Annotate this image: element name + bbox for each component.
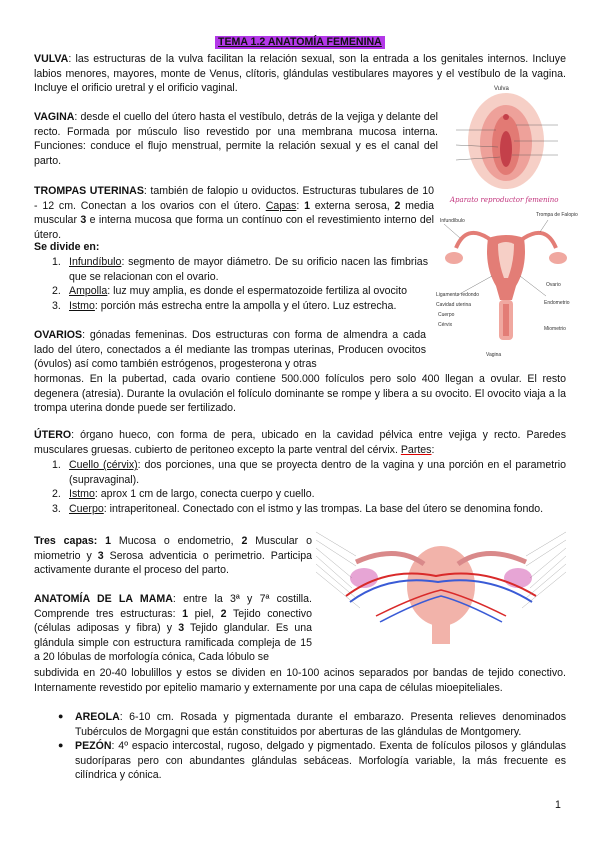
label-cuerpo: Cuerpo — [438, 312, 455, 318]
trompas-parts-list — [52, 255, 428, 313]
part-name: Istmo — [69, 488, 95, 501]
vulva-figure-title: Vulva — [494, 86, 509, 92]
part-text: : 4º espacio intercostal, rugoso, delgado y pigmentado. Exenta de folículos pilosos y glándulas sudoríparas pero con abundantes glándulas sebáceas. Morfología variable, la más frecuente es cilíndrica y cónica. — [75, 740, 566, 782]
vagina-paragraph — [34, 110, 438, 168]
ovarios-term: OVARIOS — [34, 329, 83, 341]
trompas-layer-2: media muscular — [34, 199, 435, 227]
mama-structure-1: piel, — [188, 607, 221, 620]
list-item — [58, 710, 566, 739]
trompas-divide-heading: Se divide en: — [34, 241, 100, 253]
mama-text-b: subdivida en 20-40 lobulillos y estos se dividen en 10-100 acinos separados por bandas de tejido conectivo. Internamente revestido por epitelio mamario y externamente por una capa de células mioepiteliales. — [34, 667, 566, 694]
ovarios-paragraph-cont — [34, 372, 566, 416]
utero-text: : órgano hueco, con forma de pera, ubicado en la cavidad pélvica entre vejiga y recto. Paredes musculares gruesas. cubierto de peritoneo excepto la parte ventral del cérvix. — [34, 429, 566, 456]
part-name: Cuello (cérvix) — [69, 459, 138, 471]
part-text: : dos porciones, una que se proyecta dentro de la vagina y una porción en el parametrio (supravaginal). — [69, 459, 566, 486]
page-title: TEMA 1.2 ANATOMÍA FEMENINA — [215, 36, 385, 49]
part-name: PEZÓN — [75, 740, 112, 753]
part-text: : aprox 1 cm de largo, conecta cuerpo y cuello. — [94, 488, 315, 501]
utero-partes-colon: : — [431, 443, 435, 456]
mama-text: : entre la 3ª y 7ª costilla. Comprende tres estructuras: — [34, 593, 312, 620]
part-name: Cuerpo — [69, 502, 104, 515]
utero-layer-1: Mucosa o endometrio, — [111, 535, 242, 547]
list-item — [52, 299, 428, 314]
label-ovario: Ovario — [546, 282, 561, 288]
part-name: Istmo — [69, 299, 95, 312]
trompas-term: TROMPAS UTERINAS — [34, 185, 144, 197]
ovarios-paragraph — [34, 328, 426, 372]
part-text: : porción más estrecha entre la ampolla y el útero. Luz estrecha. — [94, 299, 397, 312]
utero-layers-paragraph — [34, 534, 312, 578]
utero-layer-2-number: 2 — [241, 535, 248, 547]
part-text: : 6-10 cm. Rosada y pigmentada durante el embarazo. Presenta relieves denominados Tubérculos de Morgagni que están constituidos por aberturas de las glándulas de Montgomery. — [75, 711, 566, 738]
mama-structure-1-number: 1 — [182, 607, 189, 620]
trompas-layer-1: externa serosa, — [309, 199, 395, 212]
mama-structure-2-number: 2 — [220, 607, 227, 620]
ovarios-text-a: : gónadas femeninas. Dos estructuras con forma de almendra a cada lado del útero, conectados a él mediante las trompas uterinas, Producen ovocitos (óvulos) así como también estrógenos, progesterona y otras — [34, 329, 426, 371]
list-number: 2. — [52, 488, 61, 501]
uterus-figure-caption: Aparato reproductor femenino — [450, 196, 559, 204]
part-text: : intraperitoneal. Conectado con el istmo y las trompas. La base del útero se denomina fondo. — [103, 502, 544, 515]
vulva-term: VULVA — [34, 53, 69, 65]
utero-partes-label: Partes — [400, 443, 432, 456]
vulva-figure — [446, 85, 566, 195]
part-text: : segmento de mayor diámetro. De su orificio nacen las fimbrias que se relacionan con el ovario. — [69, 256, 428, 283]
vagina-text: : desde el cuello del útero hasta el vestíbulo, detrás de la vejiga y delante del recto. Formada por músculo liso revestido por una membrana mucosa interna. Funciones: conduce el flujo menstrual, permite la relación sexual y es el canal del parto. — [34, 111, 438, 167]
mama-structure-3-number: 3 — [178, 622, 185, 635]
part-name: Ampolla — [69, 285, 108, 298]
label-cavidad: Cavidad uterina — [436, 302, 472, 308]
list-number: 3. — [52, 299, 61, 312]
list-item — [58, 739, 566, 783]
list-number: 1. — [52, 459, 61, 471]
mama-paragraph-cont — [34, 666, 566, 695]
label-vagina: Vagina — [486, 352, 502, 358]
vulva-illustration — [446, 85, 566, 195]
label-ligamento: Ligamento redondo — [436, 292, 480, 298]
utero-layers-term: Tres capas: — [34, 535, 98, 547]
part-name: Infundíbulo — [69, 256, 122, 268]
bullet: ● — [58, 711, 64, 721]
trompas-text: : también de falopio u oviductos. Estructuras tubulares de 10 - 12 cm. Conectan a los ovarios con el útero. — [34, 185, 434, 212]
uterus-vascular-illustration — [316, 526, 566, 644]
mama-paragraph — [34, 592, 312, 665]
trompas-layer-3: e interna mucosa que forma un contínuo con el revestimiento interno del útero. — [34, 214, 434, 241]
trompas-layer-3-number: 3 — [80, 214, 87, 227]
mama-structure-3: Tejido glandular. Es una glándula simple con estructura ramificada compleja de 15 a 20 lóbulas de morfología cónica, Cada lóbulo se — [34, 622, 312, 664]
trompas-capas-label: Capas — [265, 199, 297, 212]
list-number: 1. — [52, 256, 61, 268]
list-item — [52, 487, 566, 502]
label-cervix: Cérvix — [438, 322, 453, 328]
utero-layer-2: Muscular o miometrio y — [34, 535, 312, 562]
trompas-paragraph — [34, 184, 434, 242]
trompas-layer-1-number: 1 — [304, 199, 310, 212]
part-text: : luz muy amplia, es donde el espermatozoide fertiliza al ovocito — [107, 285, 407, 298]
trompas-layer-2-number: 2 — [394, 199, 401, 212]
mama-parts-list — [58, 710, 566, 783]
mama-structure-2: Tejido conectivo (células adiposas y fibra) y — [34, 607, 313, 635]
ovarios-text-b: hormonas. En la pubertad, cada ovario contiene 500.000 folículos pero solo 400 llegan a ovular. El resto degenera (atresia). Durante la ovulación el folículo dominante se rompe y libera a su ovocito. El ovocito viaja a la trompa uterina donde puede ser fertilizado. — [34, 373, 566, 415]
label-endometrio: Endometrio — [544, 300, 570, 306]
list-item — [52, 502, 566, 517]
part-name: AREOLA — [75, 711, 120, 723]
utero-paragraph — [34, 428, 566, 457]
vulva-text: : las estructuras de la vulva facilitan la relación sexual, son la entrada a los genitales internos. Incluye labios menores, mayores, monte de Venus, clítoris, glándulas vestibulares mayores y el vestíbulo de la vagina. Incluye el orificio uretral y el orificio vaginal. — [34, 53, 566, 95]
utero-parts-list — [52, 458, 566, 516]
vagina-term: VAGINA — [34, 111, 75, 123]
utero-term: ÚTERO — [34, 429, 72, 441]
uterus-vascular-figure — [316, 526, 566, 644]
mama-term: ANATOMÍA DE LA MAMA — [34, 593, 173, 605]
utero-layer-1-number: 1 — [105, 535, 112, 547]
list-number: 2. — [52, 285, 61, 298]
list-item — [52, 458, 566, 487]
page-number: 1 — [555, 799, 561, 811]
label-infundibulo: Infundíbulo — [440, 218, 465, 224]
list-item — [52, 284, 428, 299]
uterus-figure — [436, 196, 576, 364]
list-number: 3. — [52, 502, 61, 515]
utero-layer-3: Serosa adventicia o perimetrio. Participa activamente durante el proceso del parto. — [34, 549, 312, 577]
label-trompa: Trompa de Falopio — [536, 212, 578, 218]
trompas-colon: : — [296, 199, 305, 212]
bullet: ● — [58, 740, 64, 751]
label-miometrio: Miometrio — [544, 326, 566, 332]
list-item — [52, 255, 428, 284]
utero-layer-3-number: 3 — [97, 549, 104, 562]
